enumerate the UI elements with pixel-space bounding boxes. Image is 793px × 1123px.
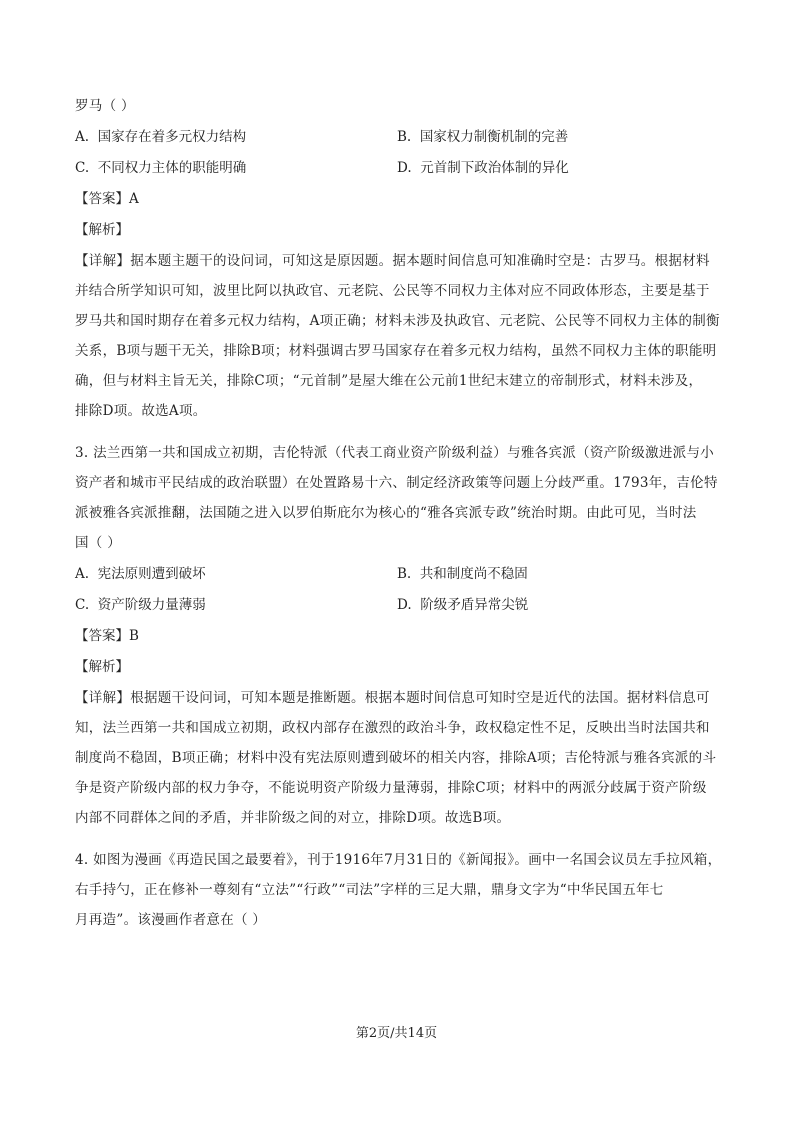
q2-detail-line: 【详解】据本题主题干的设问词，可知这是原因题。据本题时间信息可知准确时空是：古罗马。根据材料 — [75, 253, 710, 269]
q2-analysis-label: 【解析】 — [75, 222, 129, 238]
page-number: 第2页/共14页 — [355, 1026, 438, 1041]
q4-stem-line: 右手持勺，正在修补一尊刻有“立法”“行政”“司法”字样的三足大鼎，鼎身文字为“中华民国五年七 — [75, 882, 664, 898]
q3-option-d: D. 阶级矛盾异常尖锐 — [397, 597, 529, 613]
q3-stem-line: 国（ ） — [75, 535, 121, 551]
q2-detail-line: 关系，B项与题干无关，排除B项；材料强调古罗马国家存在着多元权力结构，虽然不同权力主体的职能明 — [75, 343, 717, 359]
q2-stem-tail: 罗马（ ） — [75, 98, 135, 114]
q2-option-d: D. 元首制下政治体制的异化 — [397, 160, 569, 176]
q2-detail-line: 排除D项。故选A项。 — [75, 403, 207, 419]
q4-stem-line: 4. 如图为漫画《再造民国之最要着》，刊于1916年7月31日的《新闻报》。画中一名国会议员左手拉风箱， — [75, 852, 722, 868]
q3-analysis-label: 【解析】 — [75, 659, 129, 675]
q4-stem-line: 月再造”。该漫画作者意在（ ） — [75, 912, 267, 928]
q3-option-b: B. 共和制度尚不稳固 — [397, 566, 528, 582]
q3-detail-line: 【详解】根据题干设问词，可知本题是推断题。根据本题时间信息可知时空是近代的法国。据材料信息可 — [75, 690, 710, 706]
q3-option-c: C. 资产阶级力量薄弱 — [75, 597, 206, 613]
q3-detail-line: 知，法兰西第一共和国成立初期，政权内部存在激烈的政治斗争，政权稳定性不足，反映出当时法国共和 — [75, 720, 710, 736]
q3-stem-line: 派被雅各宾派推翻，法国随之进入以罗伯斯庇尔为核心的“雅各宾派专政”统治时期。由此可见，当时法 — [75, 505, 697, 521]
q3-option-a: A. 宪法原则遭到破坏 — [75, 566, 206, 582]
q3-detail-line: 内部不同群体之间的矛盾，并非阶级之间的对立，排除D项。故选B项。 — [75, 810, 511, 826]
q3-detail-line: 制度尚不稳固，B项正确；材料中没有宪法原则遭到破坏的相关内容，排除A项；吉伦特派与雅各宾派的斗 — [75, 750, 717, 766]
q2-option-c: C. 不同权力主体的职能明确 — [75, 160, 247, 176]
q3-answer: 【答案】B — [75, 628, 139, 644]
q3-stem-line: 3. 法兰西第一共和国成立初期，吉伦特派（代表工商业资产阶级利益）与雅各宾派（资产阶级激进派与小 — [75, 445, 715, 461]
q2-detail-line: 罗马共和国时期存在着多元权力结构，A项正确；材料未涉及执政官、元老院、公民等不同权力主体的制衡 — [75, 313, 720, 329]
q3-detail-line: 争是资产阶级内部的权力争夺，不能说明资产阶级力量薄弱，排除C项；材料中的两派分歧属于资产阶级 — [75, 780, 707, 796]
q2-detail-line: 确，但与材料主旨无关，排除C项；“元首制”是屋大维在公元前1世纪末建立的帝制形式，材料未涉及， — [75, 373, 703, 389]
q2-option-b: B. 国家权力制衡机制的完善 — [397, 129, 569, 145]
q3-stem-line: 资产者和城市平民结成的政治联盟）在处置路易十六、制定经济政策等问题上分歧严重。1793年，吉伦特 — [75, 475, 718, 491]
q2-option-a: A. 国家存在着多元权力结构 — [75, 129, 247, 145]
q2-detail-line: 并结合所学知识可知，波里比阿以执政官、元老院、公民等不同权力主体对应不同政体形态，主要是基于 — [75, 283, 710, 299]
q2-answer: 【答案】A — [75, 191, 139, 207]
